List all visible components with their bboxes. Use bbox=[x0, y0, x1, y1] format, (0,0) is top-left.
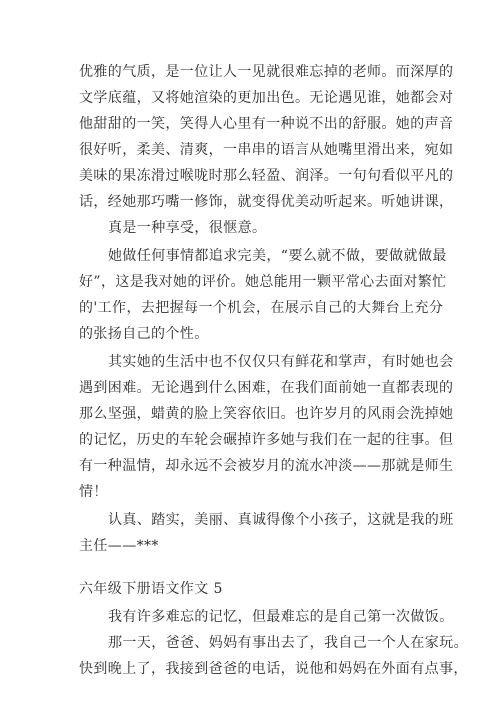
text-line: 快到晚上了，我接到爸爸的电话，说他和妈妈在外面有点事， bbox=[79, 661, 468, 677]
paragraph-first-line: 其实她的生活中也不仅仅只有鲜花和掌声，有时她也会 bbox=[108, 354, 454, 370]
text-line: 美味的果冻滑过喉咙时那么轻盈、润泽。一句句看似平凡的 bbox=[79, 168, 454, 184]
text-line: 有一种温情，却永远不会被岁月的流水冲淡——那就是师生 bbox=[79, 458, 454, 474]
text-line: 的张扬自己的个性。 bbox=[79, 326, 209, 342]
paragraph-first-line: 那一天，爸爸、妈妈有事出去了，我自己一个人在家玩。 bbox=[108, 635, 468, 651]
text-line: 话，经她那巧嘴一修饰，就变得优美动听起来。听她讲课， bbox=[79, 194, 454, 210]
text-line: 真是一种享受，很惬意。 bbox=[108, 220, 267, 236]
text-line: 很好听，柔美、清爽，一串串的语言从她嘴里滑出来，宛如 bbox=[79, 142, 454, 158]
text-line: 那么坚强，蜡黄的脸上笑容依旧。也许岁月的风雨会洗掉她 bbox=[79, 406, 454, 422]
paragraph-first-line: 她做任何事情都追求完美，“要么就不做，要做就做最 bbox=[108, 248, 447, 264]
text-line: 遇到困难。无论遇到什么困难，在我们面前她一直都表现的 bbox=[79, 380, 454, 396]
text-line: 情！ bbox=[79, 484, 108, 500]
text-line: 他甜甜的一笑，笑得人心里有一种说不出的舒服。她的声音 bbox=[79, 116, 454, 132]
paragraph-first-line: 我有许多难忘的记忆，但最难忘的是自己第一次做饭。 bbox=[108, 609, 454, 625]
text-line: 优雅的气质，是一位让人一见就很难忘掉的老师。而深厚的 bbox=[79, 64, 454, 80]
text-line: 的'工作，去把握每一个机会，在展示自己的大舞台上充分 bbox=[79, 300, 444, 316]
paragraph-first-line: 认真、踏实，美丽、真诚得像个小孩子，这就是我的班 bbox=[108, 512, 454, 528]
text-line: 文学底蕴，又将她渲染的更加出色。无论遇见谁，她都会对 bbox=[79, 90, 454, 106]
section-heading: 六年级下册语文作文 5 bbox=[79, 581, 223, 597]
text-line: 的记忆，历史的车轮会碾掉许多她与我们在一起的往事。但 bbox=[79, 432, 454, 448]
text-line: 好”，这是我对她的评价。她总能用一颗平常心去面对繁忙 bbox=[79, 274, 447, 290]
text-line: 主任——*** bbox=[79, 538, 159, 554]
